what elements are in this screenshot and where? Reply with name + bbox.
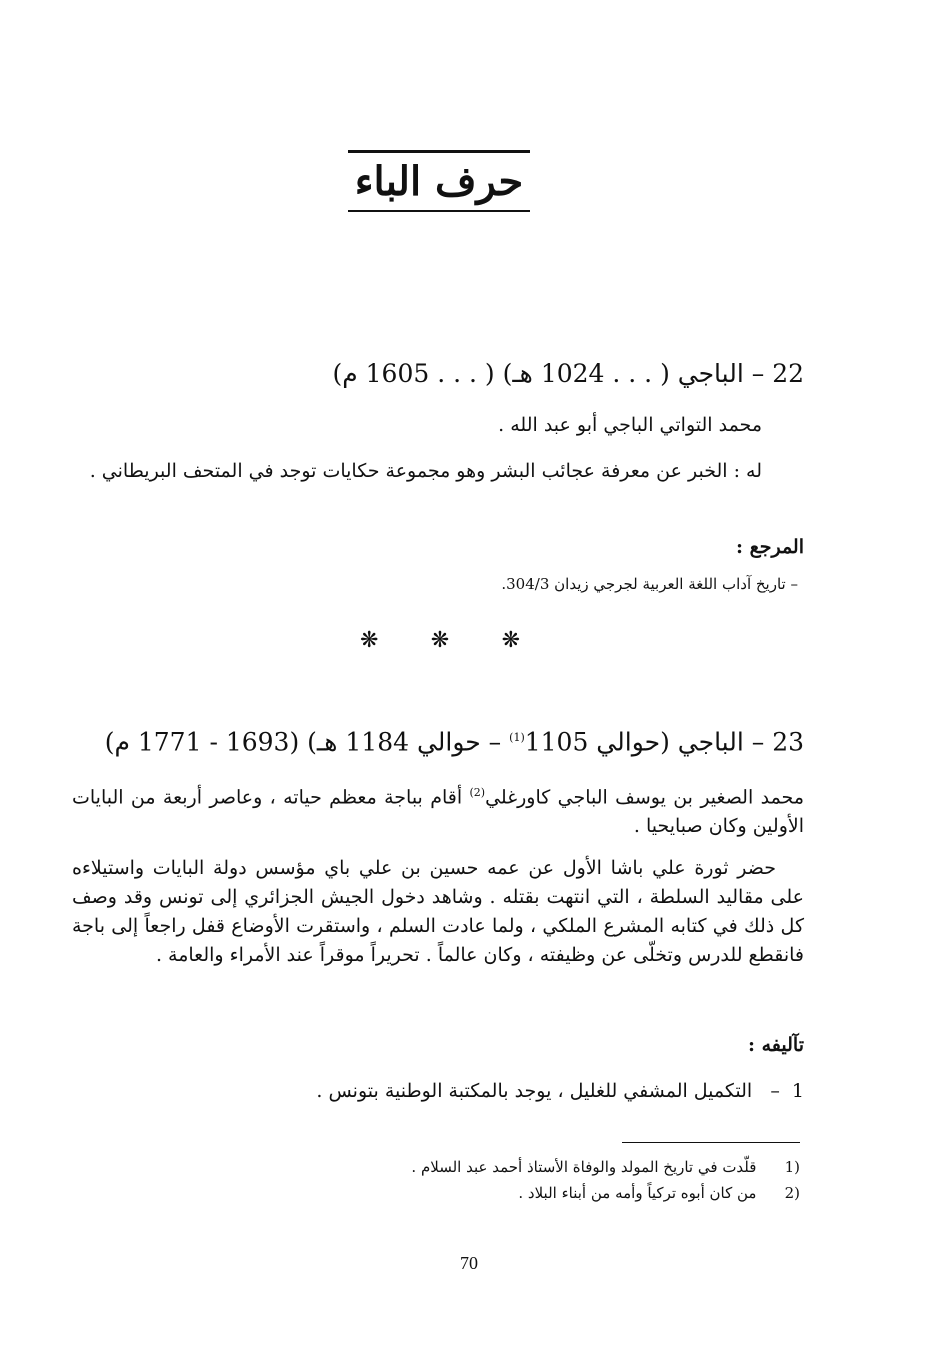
entry-22-name: محمد التواتي الباجي أبو عبد الله . [498,414,762,436]
chapter-rule-top [348,150,530,153]
separator-star: ❋ [501,628,520,653]
entry-22-heading: 22 – الباجي ( . . . 1024 هـ) ( . . . 1605 م) [332,359,804,388]
footnote-ref-2: (2) [469,786,486,799]
entry-22-reference-item: – تاريخ آداب اللغة العربية لجرجي زيدان 304/3. [501,575,798,593]
entry-23-paragraph: حضر ثورة علي باشا الأول عن عمه حسين بن علي باي مؤسس دولة البايات واستيلاءه على مقاليد السلطة ، التي انتهت بقتله . وشاهد دخول الجيش الجزائري إلى تونس وقد وصف كل ذلك في كتابه المشرع الملكي ، ولما عادت السلم ، واستقرت الأوضاع قفل راجعاً إلى باجة فانقطع للدرس وتخلّى عن وظيفته ، وكان عالماً . تحريراً موقراً عند الأمراء والعامة . [72,857,804,966]
entry-23-heading-part2: – حوالي 1184 هـ) (1693 - 1771 م) [104,727,510,757]
separator-star: ❋ [360,628,379,653]
footnote-2 [518,1181,800,1205]
work-item-text: التكميل المشفي للغليل ، يوجد بالمكتبة الوطنية بتونس . [316,1080,753,1102]
entry-22-works: له : الخبر عن معرفة عجائب البشر وهو مجموعة حكايات توجد في المتحف البريطاني . [89,460,762,482]
footnote-1 [411,1155,800,1179]
entry-23-work-item: 1 – التكميل المشفي للغليل ، يوجد بالمكتبة الوطنية بتونس . [316,1080,804,1102]
chapter-title: حرف الباء [354,158,524,205]
entry-23-bio [72,778,804,841]
footnote-ref-1: (1) [509,731,525,744]
work-item-number: 1 [791,1080,804,1102]
entry-23-works-label: تآليفه : [747,1034,804,1056]
footnote-number: (1 [784,1158,800,1176]
entry-23-heading-part1: 23 – الباجي (حوالي 1105 [524,727,804,757]
entry-23-heading [105,720,804,760]
chapter-rule-bottom [348,210,530,212]
entry-23-bio-part1: محمد الصغير بن يوسف الباجي كاورغلي [485,786,805,809]
separator-star: ❋ [430,628,450,653]
footnote-number: (2 [784,1184,800,1202]
footnote-text: من كان أبوه تركياً وأمه من أبناء البلاد . [518,1184,757,1202]
page-number: 70 [460,1253,478,1273]
entry-22-reference-label: المرجع : [735,536,804,558]
footnote-text: قلّدت في تاريخ المولد والوفاة الأستاذ أحمد عبد السلام . [411,1158,757,1176]
section-separator [360,628,520,653]
footnote-rule [622,1142,800,1143]
entry-23-bio-part2: أقام بباجة معظم حياته ، وعاصر أربعة من البايات الأولين وكان صبايحيا . [72,786,804,838]
